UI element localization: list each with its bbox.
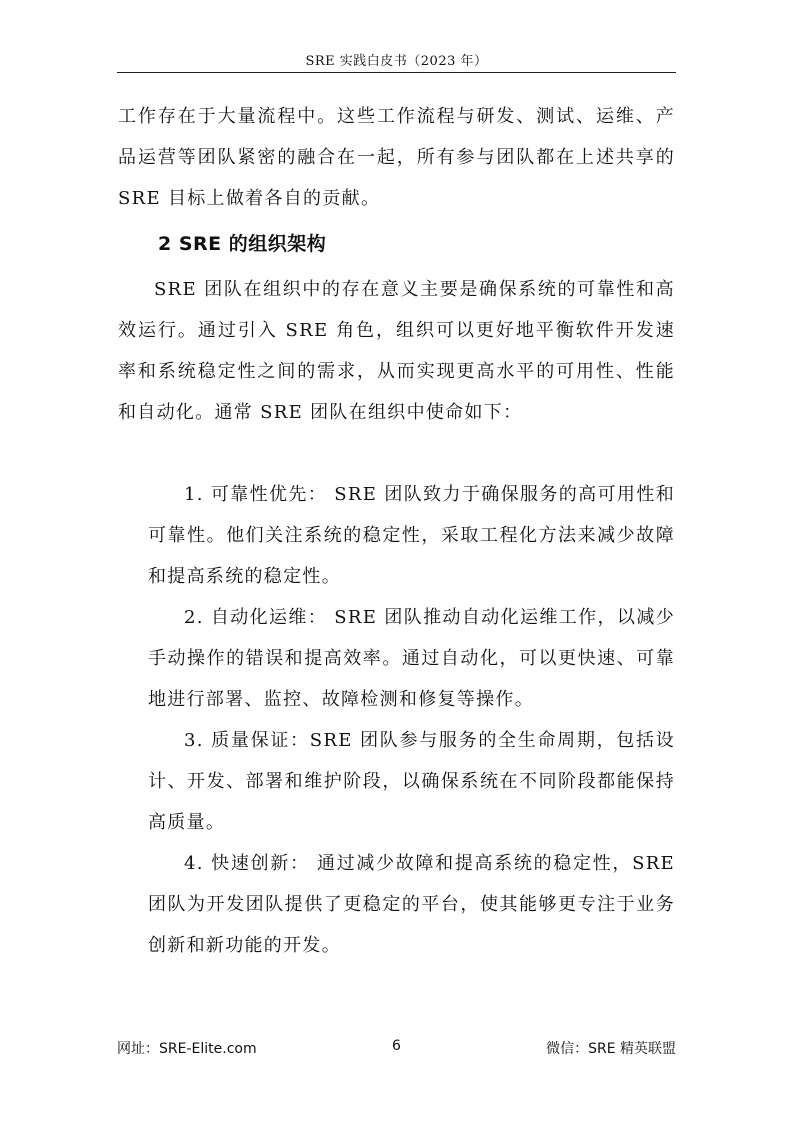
list-item-text: 4. 快速创新： 通过减少故障和提高系统的稳定性，SRE团队为开发团队提供了更稳定的平台，使其能够更专注于业务创新和新功能的开发。	[148, 853, 675, 956]
section-heading: 2 SRE 的组织架构	[158, 233, 327, 255]
running-header: SRE 实践白皮书（2023 年）	[305, 54, 488, 69]
paragraph-spacer	[118, 433, 675, 474]
page-body	[118, 96, 675, 966]
list-item-innovation	[118, 843, 675, 966]
footer-wechat: 微信：SRE 精英联盟	[546, 1041, 676, 1057]
list-item-text: 3. 质量保证：SRE 团队参与服务的全生命周期，包括设计、开发、部署和维护阶段，以确保系统在不同阶段都能保持高质量。	[148, 730, 675, 833]
footer-page-number: 6	[392, 1038, 401, 1054]
list-item-text: 2. 自动化运维： SRE 团队推动自动化运维工作，以减少手动操作的错误和提高效率。通过自动化，可以更快速、可靠地进行部署、监控、故障检测和修复等操作。	[148, 607, 675, 710]
list-item-automation	[118, 597, 675, 720]
header-divider	[117, 72, 676, 73]
list-item-reliability	[118, 474, 675, 597]
footer-website: 网址：SRE-Elite.com	[117, 1041, 257, 1057]
list-item-quality	[118, 720, 675, 843]
list-item-text: 1. 可靠性优先： SRE 团队致力于确保服务的高可用性和可靠性。他们关注系统的稳定性，采取工程化方法来减少故障和提高系统的稳定性。	[148, 484, 675, 587]
section-paragraph: SRE 团队在组织中的存在意义主要是确保系统的可靠性和高效运行。通过引入 SRE 角色，组织可以更好地平衡软件开发速率和系统稳定性之间的需求，从而实现更高水平的可用性、性能和自动化。通常 SRE 团队在组织中使命如下：	[118, 279, 675, 423]
intro-paragraph: 工作存在于大量流程中。这些工作流程与研发、测试、运维、产品运营等团队紧密的融合在一起，所有参与团队都在上述共享的 SRE 目标上做着各自的贡献。	[118, 106, 675, 209]
